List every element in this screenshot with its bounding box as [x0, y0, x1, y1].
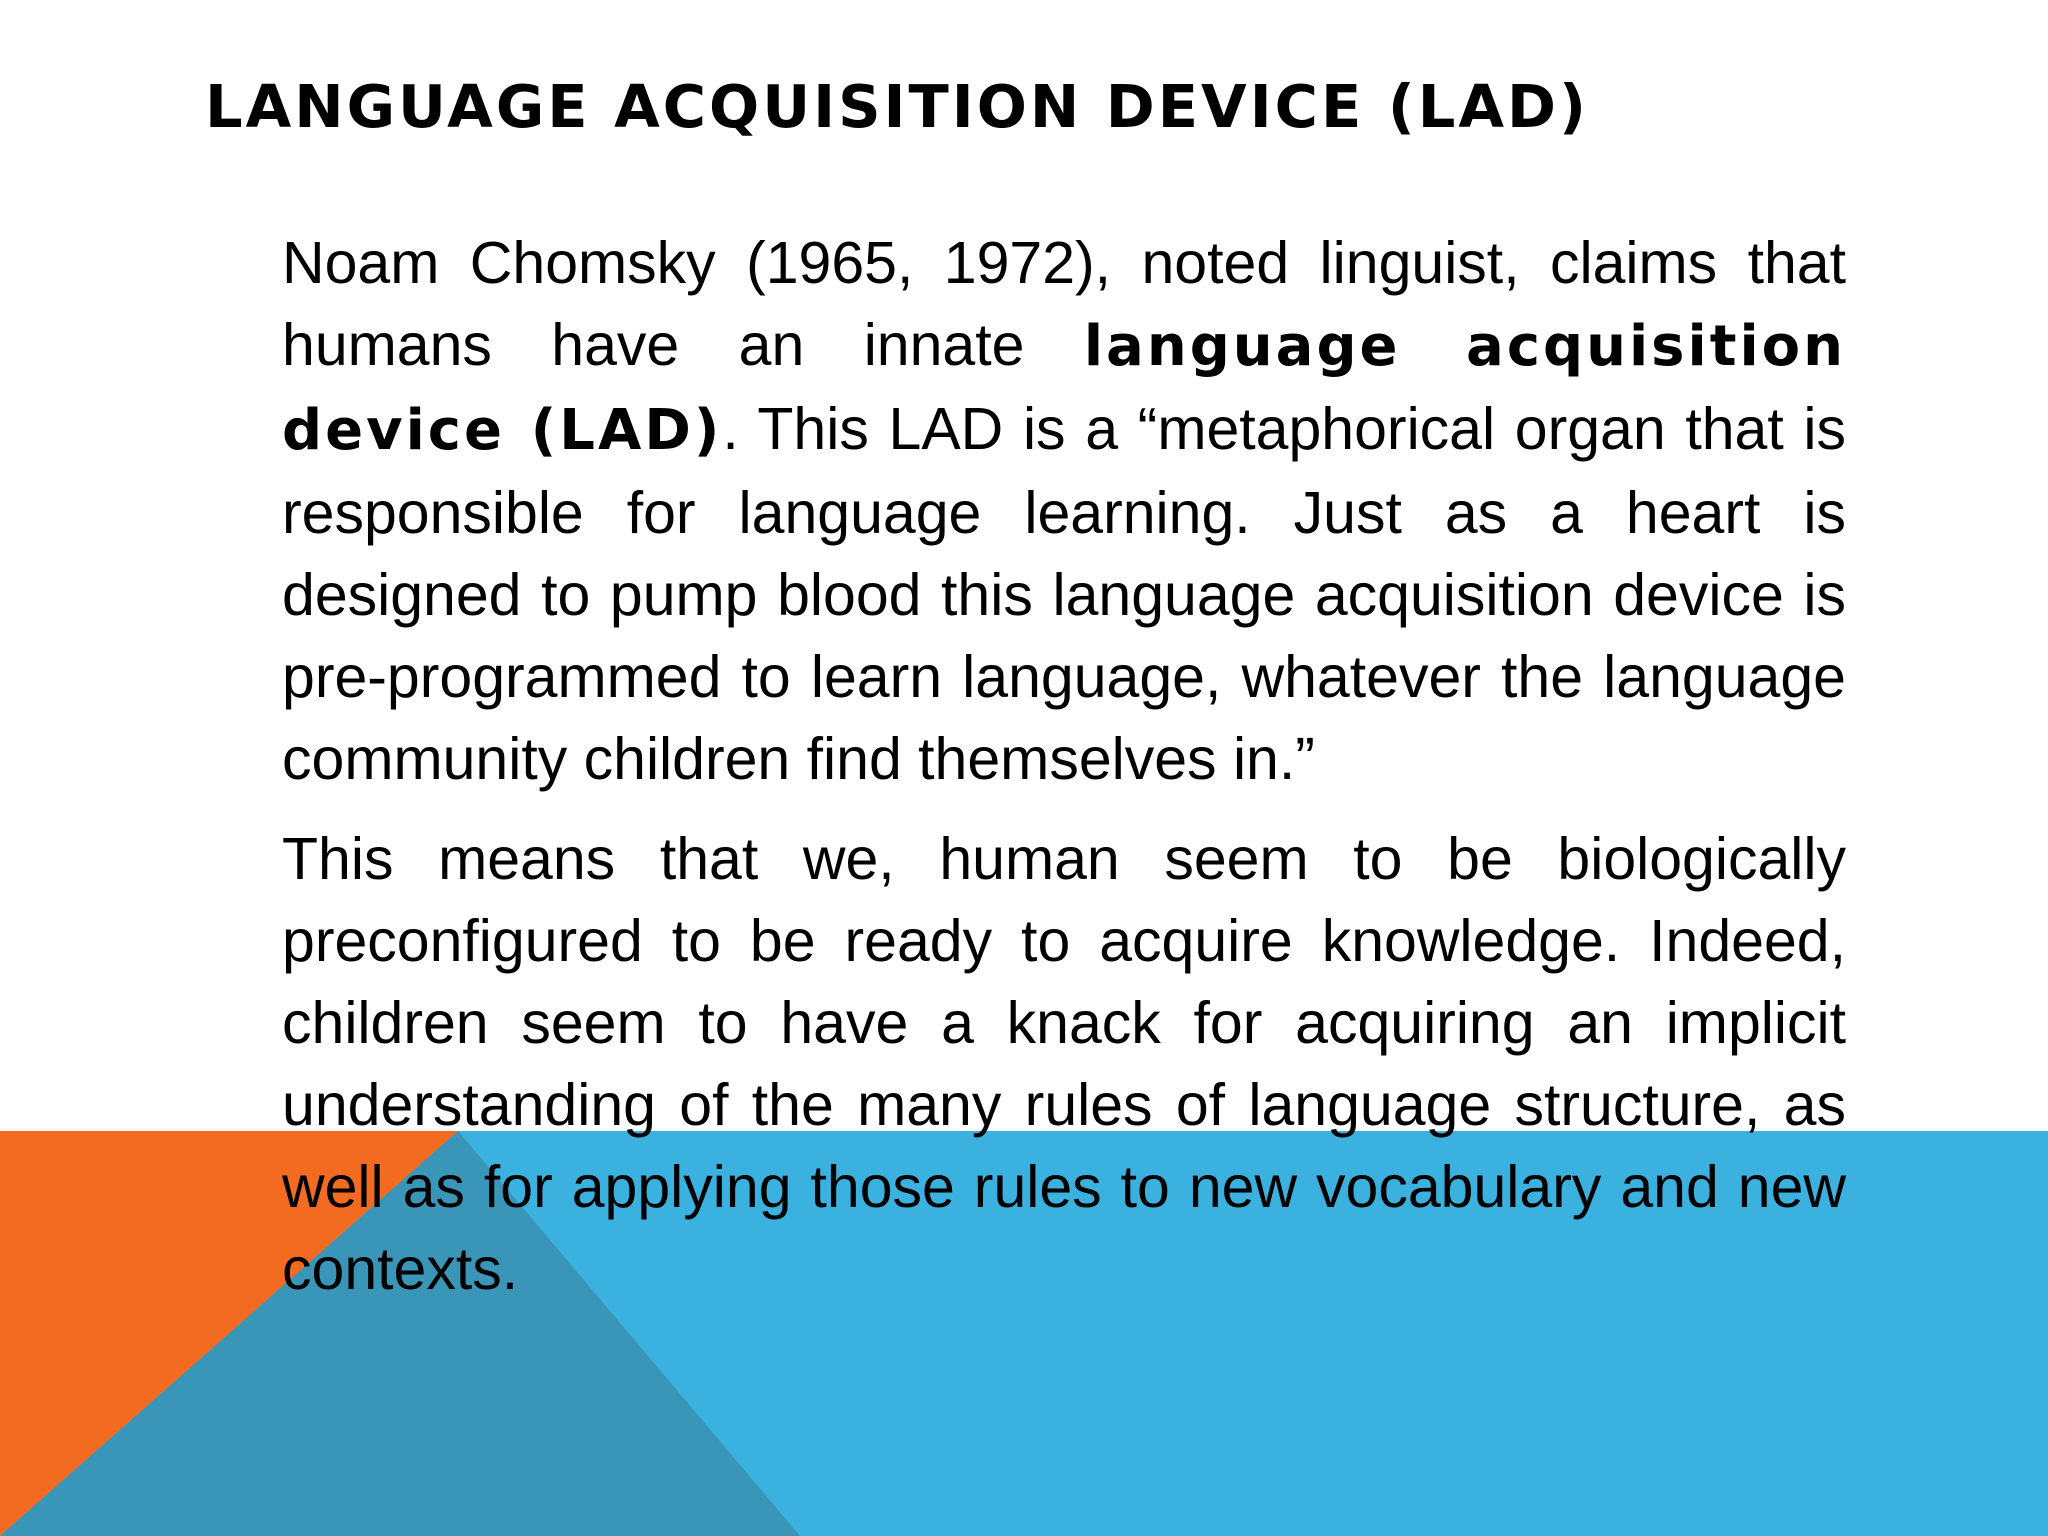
- paragraph-1-rest: . This LAD is a “metaphorical organ that is responsible for language learning. Just as a heart is designed to pump blood this language acquisition device is pre-programmed to learn language, whatever the language community children find themselves in.”: [282, 396, 1846, 792]
- slide-title: LANGUAGE ACQUISITION DEVICE (LAD): [205, 72, 1589, 141]
- paragraph-1: [282, 222, 1846, 800]
- paragraph-2: This means that we, human seem to be biologically preconfigured to be ready to acquire knowledge. Indeed, children seem to have a knack for acquiring an implicit understanding of the many rules of language structure, as well as for applying those rules to new vocabulary and new contexts.: [282, 826, 1846, 1302]
- slide-body: [282, 222, 1846, 1328]
- paragraph-1-intro: Noam Chomsky (1965, 1972), noted linguist, claims that humans have an innate: [282, 230, 1846, 378]
- key-term: language acquisition device (LAD): [282, 314, 1846, 463]
